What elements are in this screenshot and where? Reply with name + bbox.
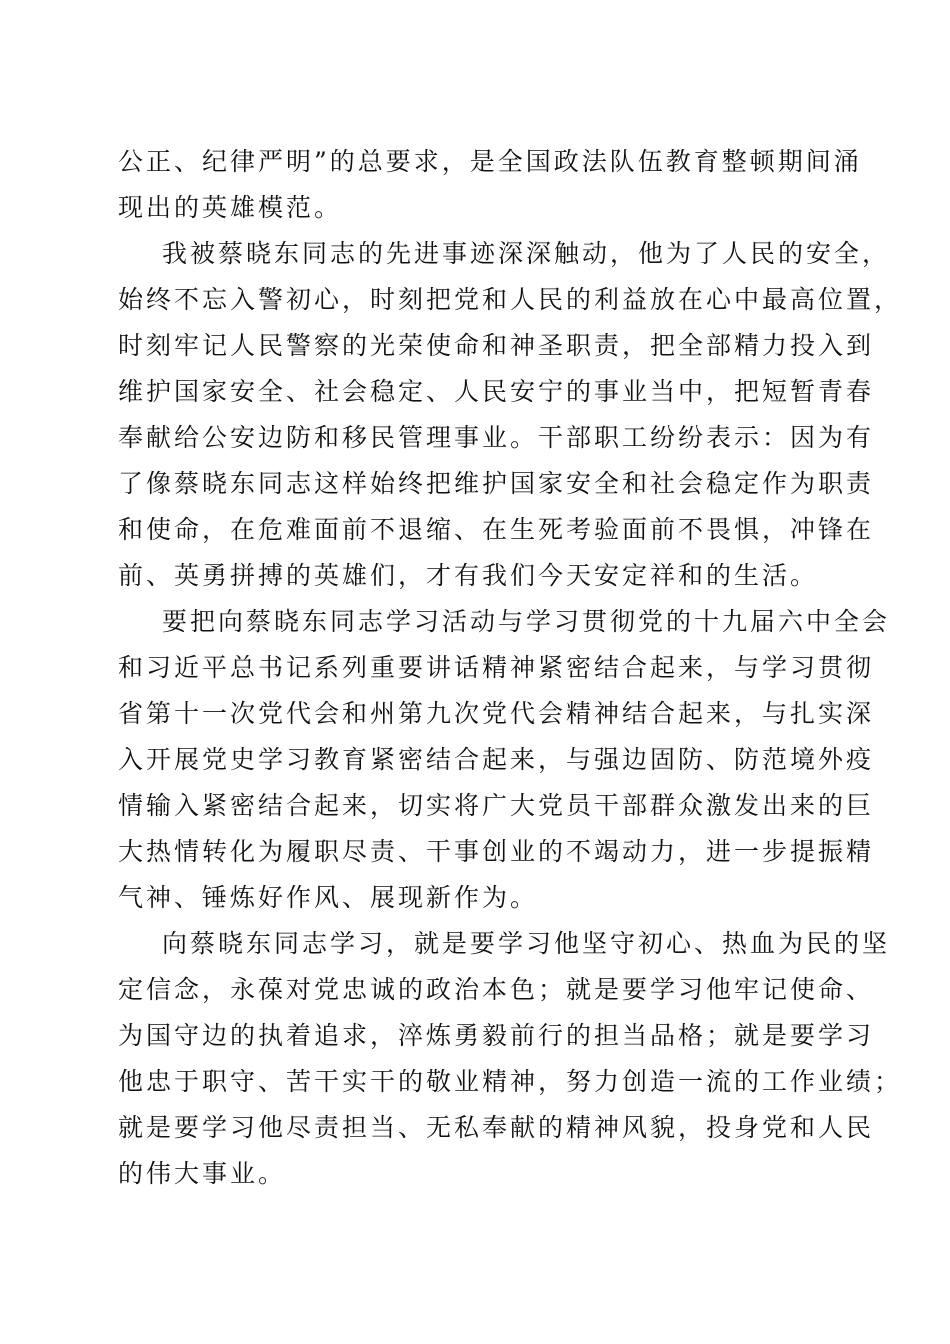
paragraph-line: 定信念，永葆对党忠诚的政治本色；就是要学习他牢记使命、 — [118, 975, 875, 1004]
paragraph-1 — [118, 139, 862, 231]
document-body — [118, 139, 903, 1197]
paragraph-3 — [118, 599, 891, 921]
paragraph-line: 的伟大事业。 — [118, 1159, 287, 1188]
paragraph-2 — [118, 231, 903, 599]
paragraph-line: 入开展党史学习教育紧密结合起来，与强边固防、防范境外疫 — [118, 745, 875, 774]
paragraph-line: 大热情转化为履职尽责、干事创业的不竭动力，进一步提振精 — [118, 837, 875, 866]
paragraph-line: 时刻牢记人民警察的光荣使命和神圣职责，把全部精力投入到 — [118, 331, 875, 360]
paragraph-line: 情输入紧密结合起来，切实将广大党员干部群众激发出来的巨 — [118, 791, 875, 820]
paragraph-line: 前、英勇拼搏的英雄们，才有我们今天安定祥和的生活。 — [118, 561, 819, 590]
paragraph-4 — [118, 921, 903, 1197]
paragraph-line: 现出的英雄模范。 — [118, 193, 343, 222]
paragraph-line: 我被蔡晓东同志的先进事迹深深触动，他为了人民的安全， — [162, 239, 891, 268]
paragraph-line: 向蔡晓东同志学习，就是要学习他坚守初心、热血为民的坚 — [162, 929, 891, 958]
paragraph-line: 了像蔡晓东同志这样始终把维护国家安全和社会稳定作为职责 — [118, 469, 875, 498]
paragraph-line: 省第十一次党代会和州第九次党代会精神结合起来，与扎实深 — [118, 699, 875, 728]
paragraph-line: 和习近平总书记系列重要讲话精神紧密结合起来，与学习贯彻 — [118, 653, 875, 682]
paragraph-line: 要把向蔡晓东同志学习活动与学习贯彻党的十九届六中全会 — [162, 607, 891, 636]
paragraph-line: 他忠于职守、苦干实干的敬业精神，努力创造一流的工作业绩； — [118, 1067, 903, 1096]
paragraph-line: 始终不忘入警初心，时刻把党和人民的利益放在心中最高位置， — [118, 285, 903, 314]
paragraph-line: 公正、纪律严明”的总要求，是全国政法队伍教育整顿期间涌 — [118, 147, 862, 176]
paragraph-line: 气神、锤炼好作风、展现新作为。 — [118, 883, 539, 912]
paragraph-line: 就是要学习他尽责担当、无私奉献的精神风貌，投身党和人民 — [118, 1113, 875, 1142]
paragraph-line: 奉献给公安边防和移民管理事业。干部职工纷纷表示：因为有 — [118, 423, 875, 452]
paragraph-line: 和使命，在危难面前不退缩、在生死考验面前不畏惧，冲锋在 — [118, 515, 875, 544]
paragraph-line: 维护国家安全、社会稳定、人民安宁的事业当中，把短暂青春 — [118, 377, 875, 406]
paragraph-line: 为国守边的执着追求，淬炼勇毅前行的担当品格；就是要学习 — [118, 1021, 875, 1050]
